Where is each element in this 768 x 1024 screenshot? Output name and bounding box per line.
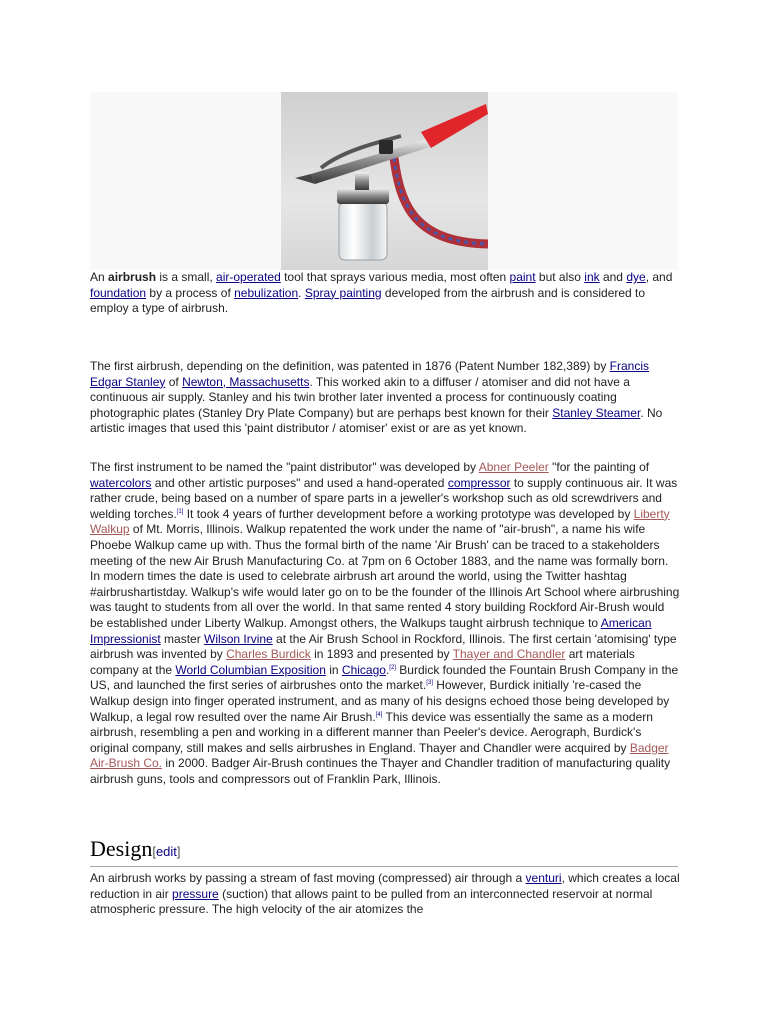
link-newton-massachusetts[interactable]: Newton, Massachusetts: [182, 374, 310, 389]
term-airbrush: airbrush: [108, 270, 157, 284]
history-paragraph-2: The first instrument to be named the "paint distributor" was developed by Abner Peeler "for the painting of watercolors and other artistic purposes" and used a hand-operated compressor to supply continuous air. It was rather crude, being based on a number of spare parts in a jeweller's workshop such as old screwdrivers and welding torches.[1] It took 4 years of further development before a working prototype was developed by Liberty Walkup of Mt. Morris, Illinois. Walkup repatented the work under the name of "air-brush", a name his wife Phoebe Walkup came up with. Thus the formal birth of the name 'Air Brush' can be traced to a stakeholders meeting of the new Air Brush Manufacturing Co. at 7pm on 6 October 1883, and the name was formally born. In modern times the date is used to celebrate airbrush art around the world, using the Twitter hashtag #airbrushartistday. Walkup's wife would later go on to be the founder of the Illinois Art School where airbrushing was taught to students from all over the world. In that same rented 4 story building Rockford Air-Brush would be established under Liberty Walkup. Amongst others, the Walkups taught airbrush technique to American Impressionist master Wilson Irvine at the Air Brush School in Rockford, Illinois. The first certain 'atomising' type airbrush was invented by Charles Burdick in 1893 and presented by Thayer and Chandler art materials company at the World Columbian Exposition in Chicago.[2] Burdick founded the Fountain Brush Company in the US, and launched the first series of airbrushes onto the market.[3] However, Burdick initially 're-cased the Walkup design into finger operated instrument, and as many of his designs echoed those being developed by Walkup, a legal row resulted over the name Air Brush.[4] This device was essentially the same as a modern airbrush, resembling a pen and working in a different manner than Peeler's device. Aerograph, Burdick's original company, still makes and sells airbrushes in England. Thayer and Chandler were acquired by Badger Air-Brush Co. in 2000. Badger Air-Brush continues the Thayer and Chandler tradition of manufacturing quality airbrush guns, tools and compressors out of Franklin Park, Illinois.: [90, 460, 680, 786]
design-heading: [90, 836, 678, 867]
link-american-impressionist[interactable]: American Impressionist: [90, 615, 652, 646]
section-title: Design: [90, 836, 153, 861]
link-liberty-walkup[interactable]: Liberty Walkup: [90, 506, 670, 537]
image-frame: [90, 92, 678, 270]
link-abner-peeler[interactable]: Abner Peeler: [478, 460, 549, 474]
link-charles-burdick[interactable]: Charles Burdick: [226, 647, 311, 662]
link-ink[interactable]: ink: [584, 270, 600, 284]
reference-2[interactable]: [2]: [389, 664, 396, 671]
link-venturi[interactable]: venturi: [525, 871, 562, 885]
intro-paragraph: An airbrush is a small, air-operated tool that sprays various media, most often paint but also ink and dye, and foundation by a process of nebulization. Spray painting developed from the airbrush and is considered to employ a type of airbrush.: [90, 270, 673, 316]
link-compressor[interactable]: compressor: [447, 475, 511, 490]
link-wilson-irvine[interactable]: Wilson Irvine: [204, 631, 273, 646]
airbrush-photo[interactable]: [281, 92, 488, 270]
edit-section: [edit]: [152, 844, 181, 859]
link-stanley-steamer[interactable]: Stanley Steamer: [552, 405, 641, 420]
reference-1[interactable]: [1]: [176, 508, 184, 515]
link-paint[interactable]: paint: [509, 270, 536, 284]
link-watercolors[interactable]: watercolors: [90, 475, 152, 490]
link-world-columbian-exposition[interactable]: World Columbian Exposition: [175, 662, 326, 677]
link-chicago[interactable]: Chicago: [341, 662, 386, 677]
link-francis-edgar-stanley[interactable]: Francis Edgar Stanley: [90, 359, 650, 389]
edit-link[interactable]: edit: [155, 844, 177, 859]
link-foundation[interactable]: foundation: [90, 285, 147, 300]
reference-3[interactable]: [3]: [426, 680, 433, 687]
link-dye[interactable]: dye: [626, 270, 646, 284]
reference-4[interactable]: [4]: [375, 711, 383, 718]
link-nebulization[interactable]: nebulization: [234, 285, 299, 300]
design-paragraph: An airbrush works by passing a stream of fast moving (compressed) air through a venturi, which creates a local reduction in air pressure (suction) that allows paint to be pulled from an interconnected reservoir at normal atmospheric pressure. The high velocity of the air atomizes the: [90, 871, 680, 917]
link-pressure[interactable]: pressure: [172, 886, 219, 901]
link-thayer-and-chandler[interactable]: Thayer and Chandler: [452, 647, 566, 662]
link-badger-air-brush[interactable]: Badger Air-Brush Co.: [90, 740, 669, 771]
history-paragraph-1: The first airbrush, depending on the definition, was patented in 1876 (Patent Number 182,389) by Francis Edgar Stanley of Newton, Massachusetts. This worked akin to a diffuser / atomiser and did not have a continuous air supply. Stanley and his twin brother later invented a process for continuously coating photographic plates (Stanley Dry Plate Company) but are perhaps best known for their Stanley Steamer. No artistic images that used this 'paint distributor / atomiser' exist or are as yet known.: [90, 359, 663, 436]
link-air-operated[interactable]: air-operated: [216, 270, 281, 284]
link-spray-painting[interactable]: Spray painting: [304, 285, 382, 300]
